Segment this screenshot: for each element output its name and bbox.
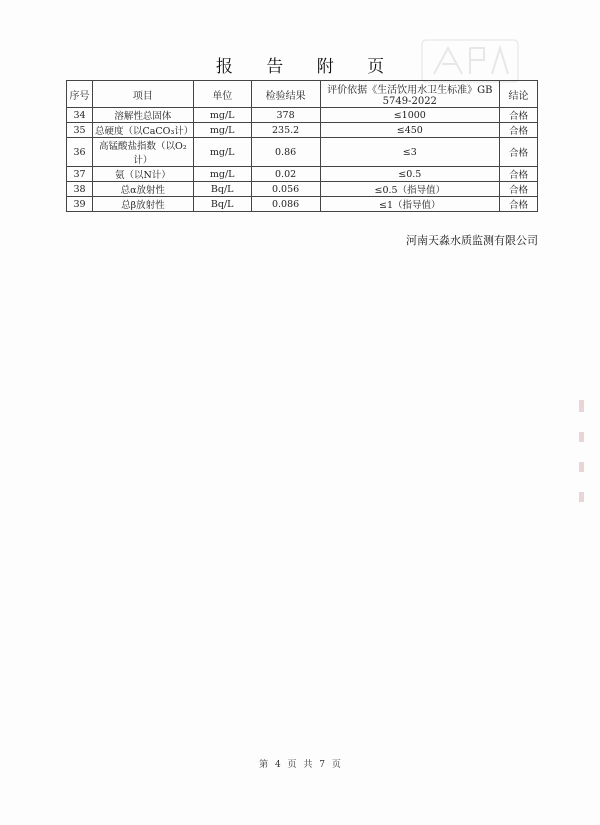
row-standard: ≤450 (320, 123, 500, 138)
faint-seal-mark (420, 38, 520, 84)
header-conclusion: 结论 (500, 81, 538, 108)
row-item: 氨（以N计） (92, 167, 193, 182)
header-item: 项目 (92, 81, 193, 108)
row-standard: ≤3 (320, 138, 500, 167)
table-row (67, 123, 538, 138)
page-number-footer: 第 4 页 共 7 页 (259, 760, 341, 770)
row-no: 34 (67, 108, 93, 123)
row-unit: Bq/L (193, 197, 251, 212)
row-unit: mg/L (193, 108, 251, 123)
header-result: 检验结果 (251, 81, 320, 108)
row-item: 高锰酸盐指数（以O₂计） (92, 138, 193, 167)
row-item: 总β放射性 (92, 197, 193, 212)
header-no: 序号 (67, 81, 93, 108)
row-conclusion: 合格 (500, 167, 538, 182)
row-result: 0.02 (251, 167, 320, 182)
row-result: 378 (251, 108, 320, 123)
row-standard: ≤1000 (320, 108, 500, 123)
row-item: 溶解性总固体 (92, 108, 193, 123)
row-conclusion: 合格 (500, 123, 538, 138)
row-unit: mg/L (193, 167, 251, 182)
table-row (67, 167, 538, 182)
row-result: 0.086 (251, 197, 320, 212)
row-unit: mg/L (193, 138, 251, 167)
row-standard: ≤1（指导值） (320, 197, 500, 212)
row-standard: ≤0.5（指导值） (320, 182, 500, 197)
table-header-row (67, 81, 538, 108)
row-no: 39 (67, 197, 93, 212)
company-name: 河南天淼水质监测有限公司 (406, 234, 538, 247)
table-row (67, 182, 538, 197)
row-item: 总α放射性 (92, 182, 193, 197)
row-result: 0.056 (251, 182, 320, 197)
row-no: 36 (67, 138, 93, 167)
row-conclusion: 合格 (500, 138, 538, 167)
perforation-marks (578, 400, 586, 510)
row-no: 35 (67, 123, 93, 138)
header-unit: 单位 (193, 81, 251, 108)
row-conclusion: 合格 (500, 108, 538, 123)
row-standard: ≤0.5 (320, 167, 500, 182)
row-conclusion: 合格 (500, 182, 538, 197)
table-row (67, 108, 538, 123)
row-unit: mg/L (193, 123, 251, 138)
header-standard: 评价依据《生活饮用水卫生标准》GB 5749-2022 (320, 81, 500, 108)
row-unit: Bq/L (193, 182, 251, 197)
row-result: 235.2 (251, 123, 320, 138)
page-title: 报 告 附 页 (215, 57, 399, 77)
row-conclusion: 合格 (500, 197, 538, 212)
table-row (67, 197, 538, 212)
row-result: 0.86 (251, 138, 320, 167)
table-row (67, 138, 538, 167)
test-results-table (66, 80, 538, 212)
row-item: 总硬度（以CaCO₃计） (92, 123, 193, 138)
row-no: 37 (67, 167, 93, 182)
row-no: 38 (67, 182, 93, 197)
